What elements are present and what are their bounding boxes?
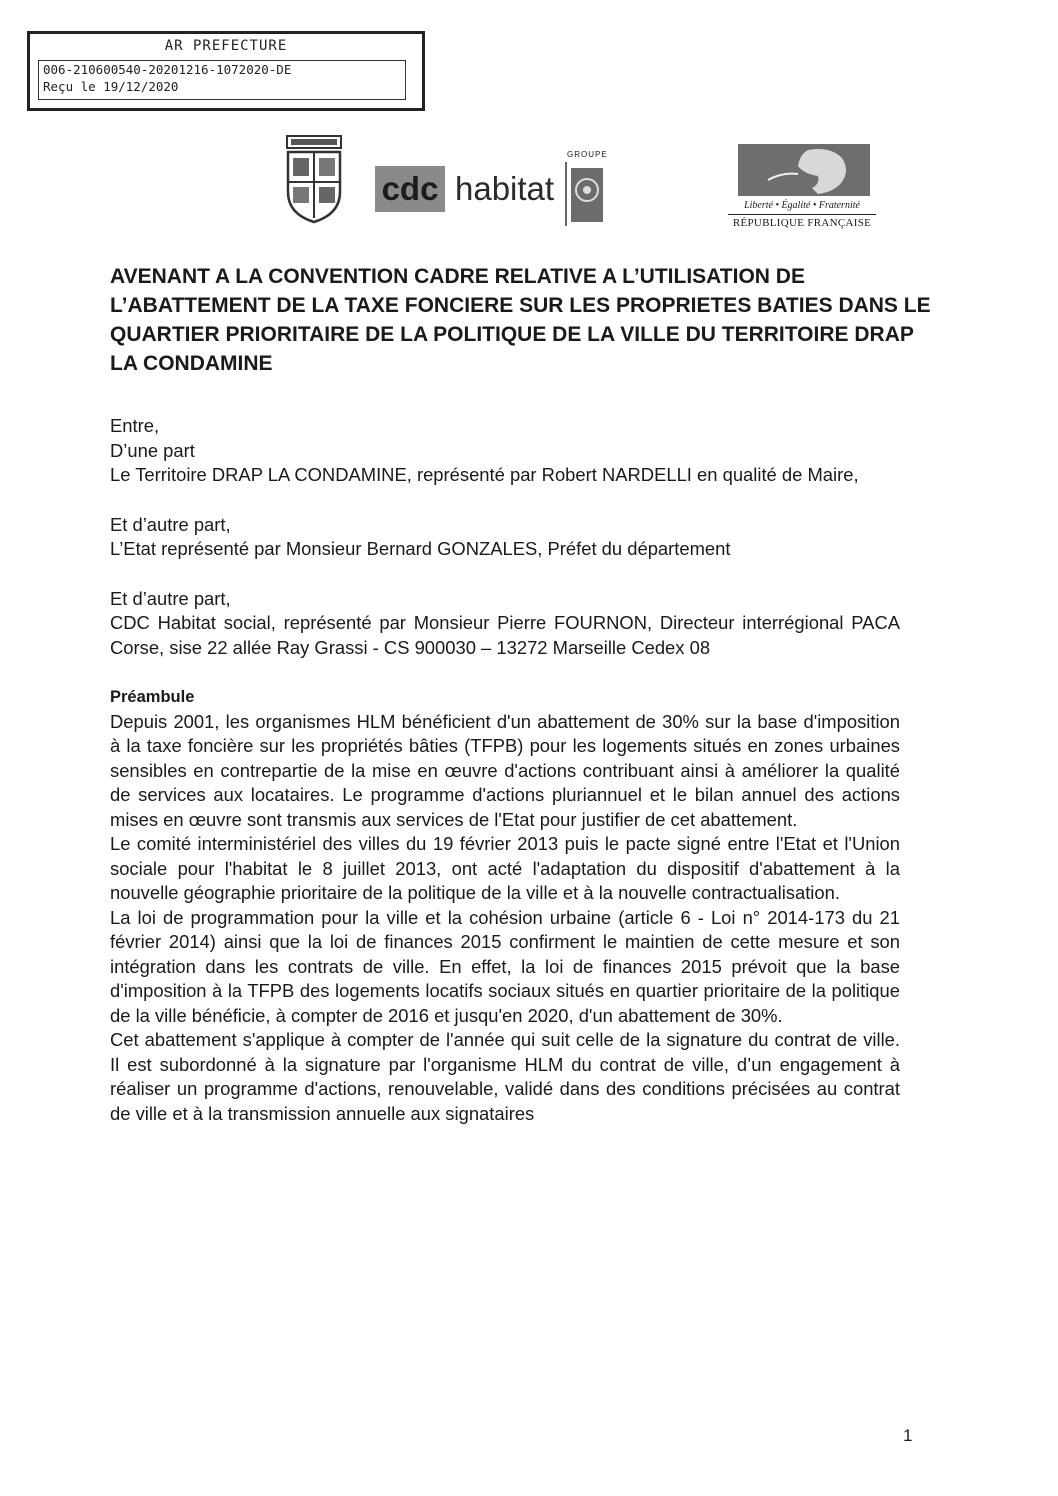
title-line: LA CONDAMINE [110, 352, 273, 375]
groupe-caisse-des-depots-logo [565, 150, 608, 226]
rf-name: RÉPUBLIQUE FRANÇAISE [732, 217, 872, 229]
caisse-des-depots-icon [565, 162, 605, 226]
ville-de-drap-coat-of-arms-icon [283, 134, 345, 224]
party-1-label: D’une part [110, 439, 195, 461]
preamble-heading: Préambule [110, 688, 195, 706]
preamble-paragraph: La loi de programmation pour la ville et la cohésion urbaine (article 6 - Loi n° 2014-173 du 21 février 2014) ainsi que la loi de finances 2015 confirment le maintien de cette mesure et son intégration dans les contrats de ville. En effet, la loi de finances 2015 prévoit que la base d'imposition à la TFPB des logements locatifs sociaux situés en quartier prioritaire de la politique de la ville bénéficie, à compter de 2016 et jusqu'en 2020, d'un abattement de 30%. [110, 906, 900, 1026]
stamp-details [38, 60, 406, 100]
preamble-paragraph: Le comité interministériel des villes du 19 février 2013 puis le pacte signé entre l'Etat et l'Union sociale pour l'habitat le 8 juillet 2013, ont acté l'adaptation du dispositif d'abattement à la nouvelle géographie prioritaire de la politique de la ville et à la nouvelle contractualisation. [110, 833, 900, 903]
groupe-label: GROUPE [567, 150, 608, 159]
stamp-title: AR PREFECTURE [164, 38, 288, 54]
stamp-received-line: Reçu le 19/12/2020 [43, 79, 179, 94]
prefecture-receipt-stamp [27, 31, 425, 111]
party-3-label: Et d’autre part, [110, 587, 231, 609]
preamble-paragraph: Cet abattement s'applique à compter de l'année qui suit celle de la signature du contrat de ville. Il est subordonné à la signature par l'organisme HLM du contrat de ville, d’un engagement à réaliser un programme d'actions, renouvelable, validé dans des conditions précisées au contrat de ville et à la transmission annuelle aux signataires [110, 1029, 900, 1124]
party-2-label: Et d’autre part, [110, 513, 231, 535]
logo-bar [0, 128, 1058, 238]
cdc-habitat-logo [375, 160, 555, 216]
cdc-logo-mark: cdc [375, 166, 445, 212]
party-3-text: CDC Habitat social, représenté par Monsieur Pierre FOURNON, Directeur interrégional PACA Corse, sise 22 allée Ray Grassi - CS 900030 – 13272 Marseille Cedex 08 [110, 612, 900, 658]
intro-text: Entre, [110, 415, 160, 436]
rf-motto: Liberté • Égalité • Fraternité [744, 200, 860, 211]
title-line: L’ABATTEMENT DE LA TAXE FONCIERE SUR LES PROPRIETES BATIES DANS LE [110, 294, 931, 317]
rf-divider [728, 214, 876, 215]
stamp-id-line: 006-210600540-20201216-1072020-DE [43, 62, 292, 77]
marianne-icon [738, 144, 870, 196]
party-2-text: L’Etat représenté par Monsieur Bernard GONZALES, Préfet du département [110, 538, 731, 559]
page-number: 1 [903, 1426, 913, 1445]
cdc-logo-text: habitat [455, 170, 555, 207]
title-line: QUARTIER PRIORITAIRE DE LA POLITIQUE DE LA VILLE DU TERRITOIRE DRAP [110, 323, 914, 346]
preamble-paragraph: Depuis 2001, les organismes HLM bénéficient d'un abattement de 30% sur la base d'imposition à la taxe foncière sur les propriétés bâties (TFPB) pour les logements situés en zones urbaines sensibles en contrepartie de la mise en œuvre d'actions contribuant ainsi à améliorer la qualité de services aux locataires. Le programme d'actions pluriannuel et le bilan annuel des actions mises en œuvre sont transmis aux services de l'Etat pour justifier de cet abattement. [110, 710, 900, 830]
document-title [110, 262, 940, 378]
party-1-text: Le Territoire DRAP LA CONDAMINE, représenté par Robert NARDELLI en qualité de Maire, [110, 464, 859, 485]
title-line: AVENANT A LA CONVENTION CADRE RELATIVE A L’UTILISATION DE [110, 265, 805, 288]
document-body [110, 414, 900, 1126]
party-2-block [110, 513, 900, 562]
party-3-block [110, 587, 900, 661]
party-1-block [110, 414, 900, 488]
republique-francaise-logo [728, 144, 876, 248]
